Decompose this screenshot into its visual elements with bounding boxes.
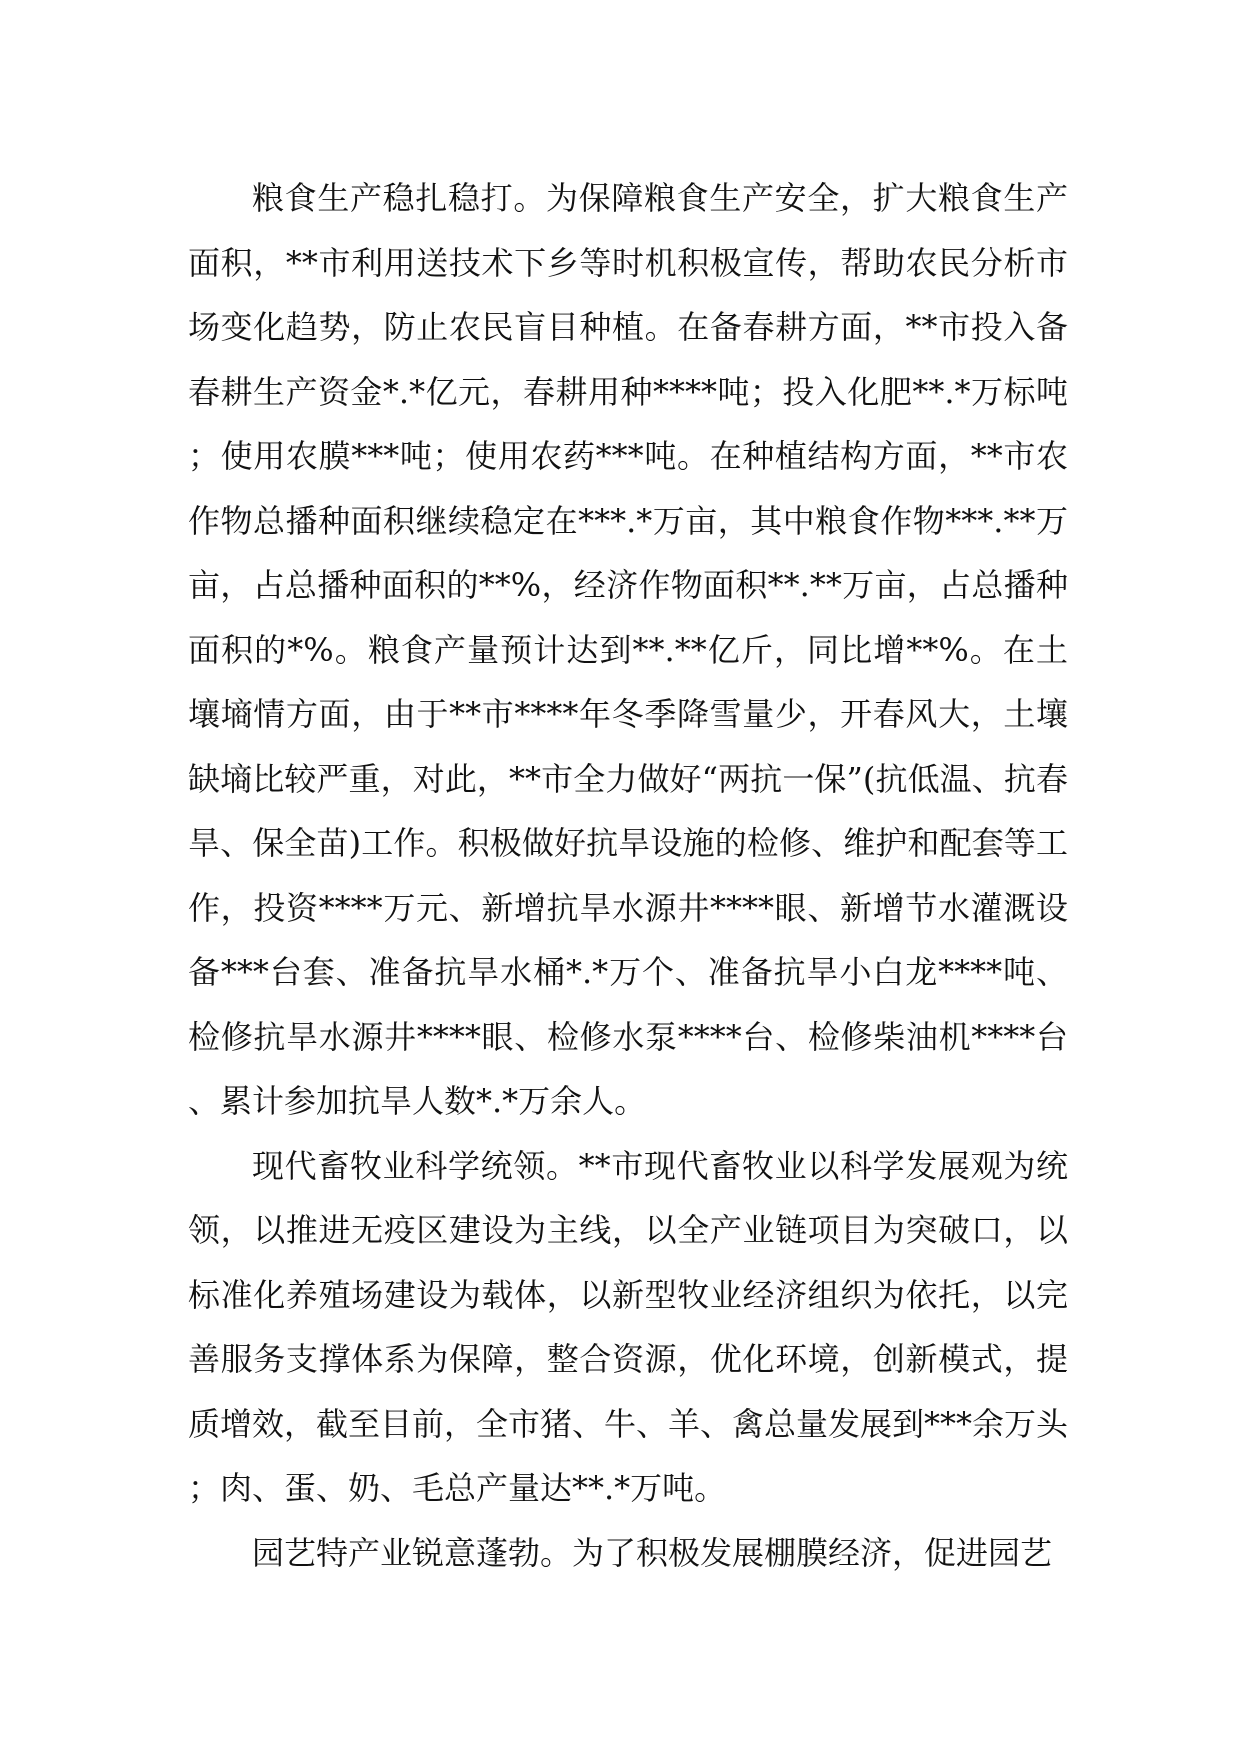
paragraph-horticulture: 园艺特产业锐意蓬勃。为了积极发展棚膜经济，促进园艺 (252, 1533, 1053, 1572)
document-page (188, 166, 1068, 1585)
paragraph-grain-production: 粮食生产稳扎稳打。为保障粮食生产安全，扩大粮食生产面积，**市利用送技术下乡等时机积极宣传，帮助农民分析市场变化趋势，防止农民盲目种植。在备春耕方面，**市投入备春耕生产资金*.*亿元，春耕用种****吨；投入化肥**.*万标吨；使用农膜***吨；使用农药***吨。在种植结构方面，**市农作物总播种面积继续稳定在***.*万亩，其中粮食作物***.**万亩，占总播种面积的**%，经济作物面积**.**万亩，占总播种面积的*%。粮食产量预计达到**.**亿斤，同比增**%。在土壤墒情方面，由于**市****年冬季降雪量少，开春风大，土壤缺墒比较严重，对此，**市全力做好“两抗一保”(抗低温、抗春旱、保全苗)工作。积极做好抗旱设施的检修、维护和配套等工作，投资****万元、新增抗旱水源井****眼、新增节水灌溉设备***台套、准备抗旱水桶*.*万个、准备抗旱小白龙****吨、检修抗旱水源井****眼、检修水泵****台、检修柴油机****台、累计参加抗旱人数*.*万余人。 (188, 179, 1068, 1120)
paragraph-animal-husbandry: 现代畜牧业科学统领。**市现代畜牧业以科学发展观为统领，以推进无疫区建设为主线，以全产业链项目为突破口，以标准化养殖场建设为载体，以新型牧业经济组织为依托，以完善服务支撑体系为保障，整合资源，优化环境，创新模式，提质增效，截至目前，全市猪、牛、羊、禽总量发展到***余万头；肉、蛋、奶、毛总产量达**.*万吨。 (188, 1146, 1069, 1507)
